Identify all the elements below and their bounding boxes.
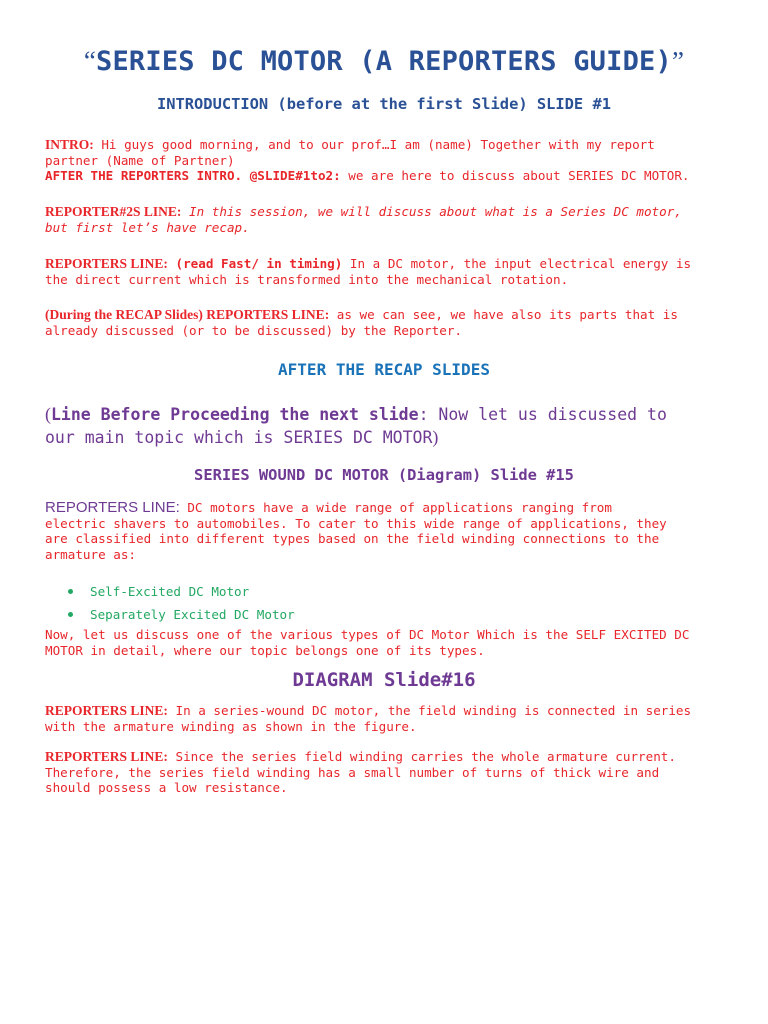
title-close-quote: ” [671, 46, 685, 76]
bullet-icon [68, 612, 73, 617]
reporter2-label: REPORTER#2S LINE: [45, 204, 182, 219]
diagram-line1-paragraph [45, 703, 725, 734]
now-paragraph [45, 627, 725, 658]
document-title [0, 46, 768, 77]
reporters-line-fast-text-line2: the direct current which is transformed into the mechanical rotation. [45, 271, 569, 287]
recap-line-text-line1: as we can see, we have also its parts that is [329, 307, 678, 322]
reporters-line-apps-paragraph [45, 500, 725, 562]
intro-paragraph [45, 137, 725, 184]
now-text-line1: Now, let us discuss one of the various types of DC Motor Which is the SELF EXCITED DC [45, 627, 690, 642]
after-intro-label: AFTER THE REPORTERS INTRO. @SLIDE#1to2: [45, 168, 341, 184]
title-open-quote: “ [83, 46, 97, 76]
reporter2-paragraph [45, 204, 725, 235]
reporters-line-apps-text-line2: electric shavers to automobiles. To cater to this wide range of applications, they [45, 515, 667, 531]
diagram-heading: DIAGRAM Slide#16 [292, 669, 476, 691]
reporters-line-apps-text-line4: armature as: [45, 546, 136, 562]
reporters-line-fast-paragraph [45, 256, 725, 287]
after-intro-text: we are here to discuss about SERIES DC MOTOR. [340, 168, 690, 184]
recap-line-paragraph [45, 307, 725, 338]
motor-types-list [68, 584, 728, 630]
reporters-line-fast-note: (read Fast/ in timing) [167, 256, 343, 271]
line-before-text-line1: Now let us discussed to [428, 405, 667, 424]
reporters-line-apps-text-line1: DC motors have a wide range of applications ranging from [179, 500, 612, 515]
diagram-line2-text-line2: Therefore, the series field winding has a small number of turns of thick wire and [45, 764, 660, 780]
line-before-paragraph [45, 403, 745, 449]
diagram-line1-label: REPORTERS LINE: [45, 703, 168, 718]
reporters-line-fast-label: REPORTERS LINE: [45, 256, 168, 271]
intro-label: INTRO: [45, 137, 94, 152]
motor-type-label: Separately Excited DC Motor [90, 607, 295, 622]
intro-text-line1: Hi guys good morning, and to our prof…I am (name) Together with my report [93, 137, 655, 152]
recap-line-label: (During the RECAP Slides) REPORTERS LINE: [45, 307, 330, 322]
motor-type-label: Self-Excited DC Motor [90, 584, 250, 599]
reporter2-text-line1: In this session, we will discuss about what is a Series DC motor, [181, 204, 682, 219]
list-item [68, 584, 728, 607]
series-wound-heading: SERIES WOUND DC MOTOR (Diagram) Slide #15 [194, 466, 574, 484]
line-before-text-line2: our main topic which is SERIES DC MOTOR [45, 428, 433, 447]
diagram-line1-text-line1: In a series-wound DC motor, the field winding is connected in series [167, 703, 692, 718]
diagram-line2-text-line1: Since the series field winding carries the whole armature current. [167, 749, 676, 764]
intro-text-line2: partner (Name of Partner) [45, 152, 235, 168]
bullet-icon [68, 589, 73, 594]
intro-heading: INTRODUCTION (before at the first Slide) SLIDE #1 [156, 95, 612, 113]
line-before-open-paren: ( [45, 404, 51, 424]
now-text-line2: MOTOR in detail, where our topic belongs one of its types. [45, 642, 485, 658]
after-recap-heading: AFTER THE RECAP SLIDES [278, 360, 490, 379]
reporters-line-apps-text-line3: are classified into different types based on the field winding connections to the [45, 531, 660, 547]
reporters-line-apps-label: REPORTERS LINE: [45, 499, 180, 516]
line-before-close-paren: ) [432, 427, 439, 447]
diagram-line1-text-line2: with the armature winding as shown in the figure. [45, 718, 417, 734]
diagram-line2-label: REPORTERS LINE: [45, 749, 168, 764]
diagram-line2-text-line3: should possess a low resistance. [45, 780, 288, 796]
line-before-label: Line Before Proceeding the next slide [51, 405, 419, 424]
reporter2-text-line2: but first let’s have recap. [45, 219, 250, 235]
diagram-line2-paragraph [45, 749, 725, 796]
reporters-line-fast-text-line1: In a DC motor, the input electrical energy is [342, 256, 692, 271]
recap-line-text-line2: already discussed (or to be discussed) by the Reporter. [45, 322, 463, 338]
title-text: SERIES DC MOTOR (A REPORTERS GUIDE) [96, 46, 672, 77]
line-before-colon: : [418, 405, 429, 424]
